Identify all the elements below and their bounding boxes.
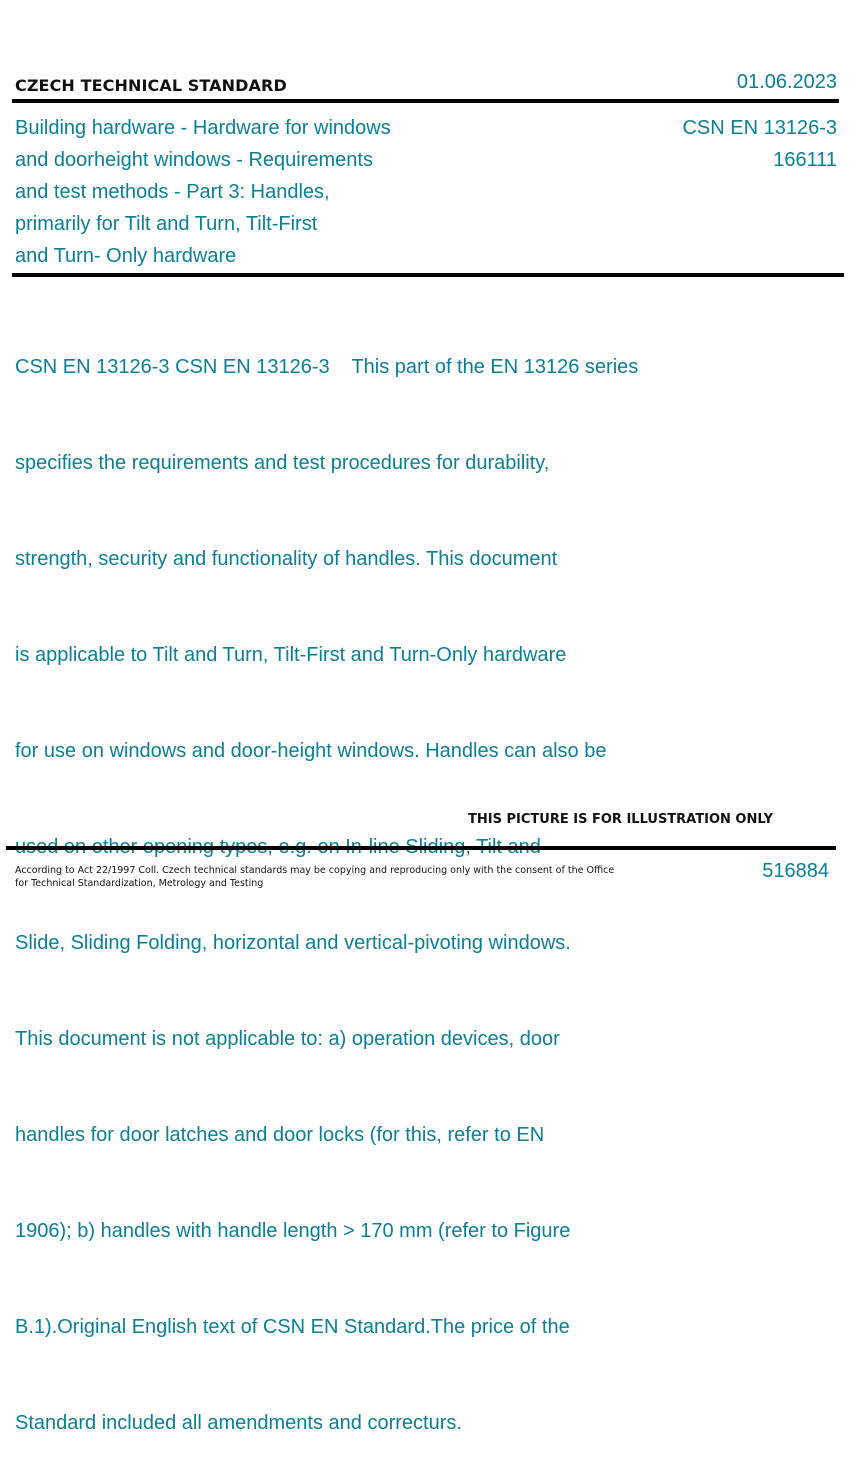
title-divider [12, 273, 844, 277]
catalog-number: 166111 [773, 149, 837, 171]
publication-date: 01.06.2023 [736, 71, 837, 93]
title-line: primarily for Tilt and Turn, Tilt-First [15, 213, 318, 235]
title-line: and Turn- Only hardware [15, 245, 237, 267]
illustration-notice: THIS PICTURE IS FOR ILLUSTRATION ONLY [468, 812, 773, 827]
legal-line: for Technical Standardization, Metrology and Testing [15, 878, 264, 889]
description-line: is applicable to Tilt and Turn, Tilt-First and Turn-Only hardware [15, 644, 567, 666]
standard-identifiers [682, 112, 837, 176]
description-line: handles for door latches and door locks (for this, refer to EN [15, 1124, 545, 1146]
legal-notice [15, 864, 614, 890]
description-line: Slide, Sliding Folding, horizontal and vertical-pivoting windows. [15, 932, 571, 954]
description-line: for use on windows and door-height windows. Handles can also be [15, 740, 607, 762]
description-line: CSN EN 13126-3 CSN EN 13126-3 This part of the EN 13126 series [15, 356, 639, 378]
title-line: Building hardware - Hardware for windows [15, 117, 391, 139]
description-line: Standard included all amendments and correcturs. [15, 1412, 462, 1434]
title-line: and doorheight windows - Requirements [15, 149, 373, 171]
description-line: This document is not applicable to: a) operation devices, door [15, 1028, 560, 1050]
legal-line: According to Act 22/1997 Coll. Czech technical standards may be copying and reproducing only with the consent of the Office [15, 865, 615, 876]
footer-divider [6, 846, 836, 850]
document-category-label: CZECH TECHNICAL STANDARD [15, 76, 287, 95]
description-line: specifies the requirements and test procedures for durability, [15, 452, 550, 474]
header-divider [12, 99, 839, 103]
document-id: 516884 [762, 860, 829, 882]
description-line: 1906); b) handles with handle length > 170 mm (refer to Figure [15, 1220, 571, 1242]
standard-code: CSN EN 13126-3 [682, 117, 837, 139]
standard-title [15, 112, 391, 272]
description-line: strength, security and functionality of handles. This document [15, 548, 558, 570]
description-line: B.1).Original English text of CSN EN Standard.The price of the [15, 1316, 570, 1338]
title-line: and test methods - Part 3: Handles, [15, 181, 330, 203]
